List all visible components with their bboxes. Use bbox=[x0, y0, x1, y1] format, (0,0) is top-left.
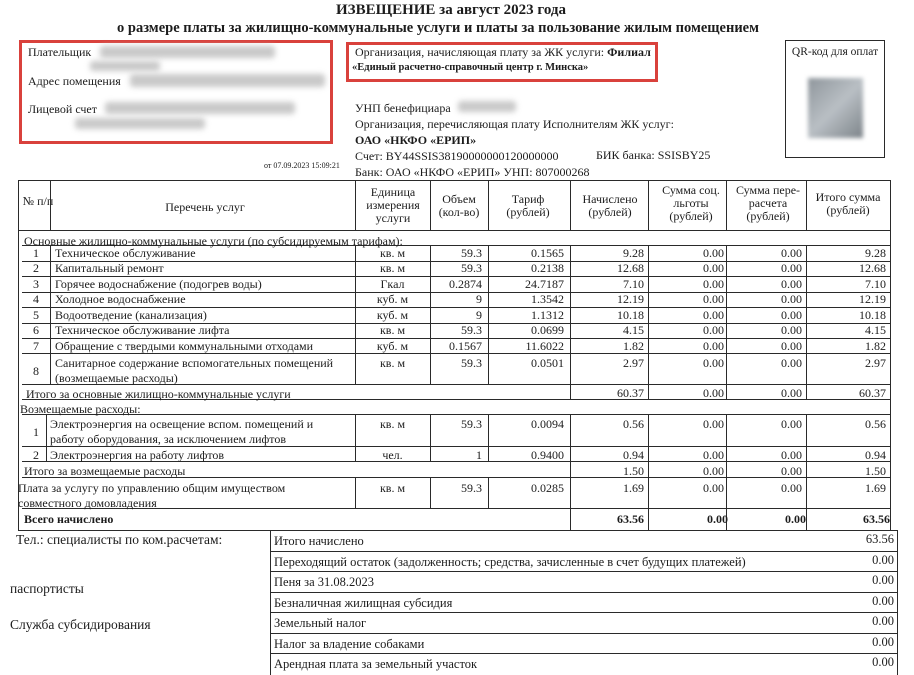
row1-1-total: 9.28 bbox=[865, 246, 886, 260]
row1-4-total: 12.19 bbox=[859, 292, 886, 306]
row1-6-num: 6 bbox=[33, 323, 39, 337]
header-recalc: Сумма пере-расчета (рублей) bbox=[735, 183, 801, 223]
table-rule bbox=[806, 384, 807, 400]
table-rule bbox=[18, 230, 890, 231]
row1-5-recalc: 0.00 bbox=[781, 308, 802, 322]
row2-1-charged: 0.56 bbox=[623, 417, 644, 431]
row1-1-charged: 9.28 bbox=[623, 246, 644, 260]
row1-3-unit: Гкал bbox=[380, 277, 405, 291]
row2-1-unit: кв. м bbox=[379, 417, 406, 431]
subtotal2-recalc: 0.00 bbox=[781, 464, 802, 478]
row1-3-charged: 7.10 bbox=[623, 277, 644, 291]
row2-2-total: 0.94 bbox=[865, 448, 886, 462]
row8-name-line1: Санитарное содержание вспомогательных помещений bbox=[55, 356, 334, 370]
row1-7-total: 1.82 bbox=[865, 339, 886, 353]
row1-1-unit: кв. м bbox=[379, 246, 406, 260]
header-unit: Единица измерения услуги bbox=[366, 185, 420, 225]
row2-1-total: 0.56 bbox=[865, 417, 886, 431]
row1-3-name: Горячее водоснабжение (подогрев воды) bbox=[55, 277, 262, 291]
property-fee-social: 0.00 bbox=[703, 481, 724, 495]
summary-value: 0.00 bbox=[872, 635, 894, 649]
org-line1-label: Организация, начисляющая плату за ЖК услуги: bbox=[355, 45, 605, 59]
subtotal1-total: 60.37 bbox=[859, 386, 886, 400]
summary-value: 63.56 bbox=[865, 532, 894, 546]
table-rule bbox=[726, 384, 727, 400]
table-rule bbox=[806, 245, 807, 384]
row1-2-charged: 12.68 bbox=[617, 261, 644, 275]
bank-bik: БИК банка: SSISBY25 bbox=[596, 148, 711, 162]
header-tariff: Тариф (рублей) bbox=[506, 192, 550, 219]
row2-2-name: Электроэнергия на работу лифтов bbox=[50, 448, 225, 462]
summary-label: Переходящий остаток (задолженность; средства, зачисленные в счет будущих платежей) bbox=[274, 555, 746, 569]
notice-title: ИЗВЕЩЕНИЕ за август 2023 года bbox=[336, 2, 567, 18]
phone-passport: паспортисты bbox=[10, 581, 84, 596]
org-line4: ОАО «НКФО «ЕРИП» bbox=[355, 133, 477, 147]
account-redacted-2 bbox=[75, 118, 205, 129]
row8-total: 2.97 bbox=[865, 356, 886, 370]
property-fee-unit: кв. м bbox=[379, 481, 406, 495]
table-rule bbox=[355, 180, 356, 230]
row1-3-total: 7.10 bbox=[865, 277, 886, 291]
header-social: Сумма соц. льготы (рублей) bbox=[662, 183, 720, 223]
row1-5-volume: 9 bbox=[476, 308, 482, 322]
header-service: Перечень услуг bbox=[165, 200, 245, 214]
table-rule bbox=[648, 461, 649, 477]
row1-7-unit: куб. м bbox=[376, 339, 409, 353]
row1-7-num: 7 bbox=[33, 339, 39, 353]
row1-5-social: 0.00 bbox=[703, 308, 724, 322]
subtotal2-label: Итого за возмещаемые расходы bbox=[24, 464, 186, 478]
table-rule bbox=[46, 414, 47, 461]
property-fee-volume: 59.3 bbox=[461, 481, 482, 495]
row1-6-social: 0.00 bbox=[703, 323, 724, 337]
property-fee-tariff: 0.0285 bbox=[531, 481, 564, 495]
row1-5-total: 10.18 bbox=[859, 308, 886, 322]
phone-subsidy: Служба субсидирования bbox=[10, 617, 151, 632]
row1-5-charged: 10.18 bbox=[617, 308, 644, 322]
row1-3-num: 3 bbox=[33, 277, 39, 291]
row1-7-social: 0.00 bbox=[703, 339, 724, 353]
subtotal1-charged: 60.37 bbox=[617, 386, 644, 400]
summary-rule bbox=[897, 530, 898, 675]
row1-4-social: 0.00 bbox=[703, 292, 724, 306]
row1-4-recalc: 0.00 bbox=[781, 292, 802, 306]
account-redacted bbox=[105, 102, 295, 114]
row1-2-unit: кв. м bbox=[379, 261, 406, 275]
row1-6-unit: кв. м bbox=[379, 323, 406, 337]
org-line1 bbox=[355, 45, 651, 60]
row1-6-volume: 59.3 bbox=[461, 323, 482, 337]
row1-6-recalc: 0.00 bbox=[781, 323, 802, 337]
row1-1-name: Техническое обслуживание bbox=[55, 246, 196, 260]
row8-social: 0.00 bbox=[703, 356, 724, 370]
property-fee-total: 1.69 bbox=[865, 481, 886, 495]
table-rule bbox=[648, 508, 649, 530]
summary-label: Земельный налог bbox=[274, 616, 367, 630]
row2-2-social: 0.00 bbox=[703, 448, 724, 462]
subtotal1-label: Итого за основные жилищно-коммунальные услуги bbox=[26, 387, 291, 401]
row8-name-line2: (возмещаемые расходы) bbox=[55, 371, 178, 385]
summary-rule bbox=[270, 612, 898, 613]
payer-label: Плательщик bbox=[28, 45, 92, 59]
summary-value: 0.00 bbox=[872, 573, 894, 587]
row8-tariff: 0.0501 bbox=[531, 356, 564, 370]
section2-title: Возмещаемые расходы: bbox=[20, 402, 141, 416]
table-rule bbox=[488, 477, 489, 508]
row1-4-unit: куб. м bbox=[376, 292, 409, 306]
row1-7-volume: 0.1567 bbox=[449, 339, 482, 353]
row2-1-name-line2: работу оборудования, за исключением лифтов bbox=[50, 432, 287, 446]
row8-num: 8 bbox=[33, 364, 39, 378]
row8-volume: 59.3 bbox=[461, 356, 482, 370]
row1-4-charged: 12.19 bbox=[617, 292, 644, 306]
row1-1-volume: 59.3 bbox=[461, 246, 482, 260]
summary-label: Налог за владение собаками bbox=[274, 637, 425, 651]
table-rule bbox=[648, 477, 649, 508]
table-rule bbox=[806, 414, 807, 461]
row2-2-num: 2 bbox=[33, 448, 39, 462]
row1-3-volume: 0.2874 bbox=[449, 277, 482, 291]
row1-5-name: Водоотведение (канализация) bbox=[55, 308, 207, 322]
table-rule bbox=[488, 180, 489, 230]
row1-5-tariff: 1.1312 bbox=[531, 308, 564, 322]
payer-name-redacted-2 bbox=[90, 61, 160, 71]
phone-specialists: Тел.: специалисты по ком.расчетам: bbox=[16, 532, 223, 547]
row1-2-recalc: 0.00 bbox=[781, 261, 802, 275]
row1-3-tariff: 24.7187 bbox=[525, 277, 564, 291]
row1-3-recalc: 0.00 bbox=[781, 277, 802, 291]
row2-2-recalc: 0.00 bbox=[781, 448, 802, 462]
grand-total-total: 63.56 bbox=[863, 512, 890, 526]
row2-1-name-line1: Электроэнергия на освещение вспом. помещений и bbox=[50, 417, 314, 431]
subtotal1-social: 0.00 bbox=[703, 386, 724, 400]
row2-1-num: 1 bbox=[33, 425, 39, 439]
table-rule bbox=[648, 245, 649, 384]
row1-1-social: 0.00 bbox=[703, 246, 724, 260]
row2-1-volume: 59.3 bbox=[461, 417, 482, 431]
row1-6-name: Техническое обслуживание лифта bbox=[55, 323, 230, 337]
unp-redacted bbox=[458, 101, 516, 112]
row1-2-num: 2 bbox=[33, 261, 39, 275]
summary-rule bbox=[270, 653, 898, 654]
summary-rule bbox=[270, 551, 898, 552]
row1-5-unit: куб. м bbox=[376, 308, 409, 322]
summary-label: Итого начислено bbox=[274, 534, 364, 548]
row1-3-social: 0.00 bbox=[703, 277, 724, 291]
row8-unit: кв. м bbox=[379, 356, 406, 370]
summary-value: 0.00 bbox=[872, 655, 894, 669]
row1-1-num: 1 bbox=[33, 246, 39, 260]
row2-2-tariff: 0.9400 bbox=[531, 448, 564, 462]
row2-1-social: 0.00 bbox=[703, 417, 724, 431]
table-rule bbox=[806, 180, 807, 230]
table-rule bbox=[18, 180, 19, 530]
unp-label: УНП бенефициара bbox=[355, 101, 451, 115]
row1-1-recalc: 0.00 bbox=[781, 246, 802, 260]
row2-2-charged: 0.94 bbox=[623, 448, 644, 462]
property-fee-charged: 1.69 bbox=[623, 481, 644, 495]
grand-total-recalc: 0.00 bbox=[785, 512, 806, 526]
row1-2-total: 12.68 bbox=[859, 261, 886, 275]
summary-rule bbox=[270, 530, 898, 531]
row1-1-tariff: 0.1565 bbox=[531, 246, 564, 260]
grand-total-charged: 63.56 bbox=[617, 512, 644, 526]
table-rule bbox=[18, 180, 890, 181]
summary-rule bbox=[270, 571, 898, 572]
row1-6-charged: 4.15 bbox=[623, 323, 644, 337]
table-rule bbox=[806, 477, 807, 508]
table-rule bbox=[726, 414, 727, 461]
subtotal2-total: 1.50 bbox=[865, 464, 886, 478]
table-rule bbox=[726, 245, 727, 384]
table-rule bbox=[50, 245, 51, 384]
subtotal2-charged: 1.50 bbox=[623, 464, 644, 478]
table-rule bbox=[648, 414, 649, 461]
row1-2-volume: 59.3 bbox=[461, 261, 482, 275]
qr-code-image bbox=[808, 78, 863, 138]
summary-value: 0.00 bbox=[872, 594, 894, 608]
account-label: Лицевой счет bbox=[28, 102, 98, 116]
header-charged: Начислено (рублей) bbox=[582, 192, 638, 219]
row1-5-num: 5 bbox=[33, 308, 39, 322]
payer-name-redacted bbox=[100, 46, 275, 58]
row2-1-tariff: 0.0094 bbox=[531, 417, 564, 431]
bank-name: Банк: ОАО «НКФО «ЕРИП» УНП: 807000268 bbox=[355, 165, 590, 179]
table-rule bbox=[430, 180, 431, 230]
table-rule bbox=[488, 245, 489, 384]
header-total: Итого сумма (рублей) bbox=[815, 190, 881, 217]
qr-label: QR-код для оплат bbox=[791, 46, 879, 58]
row1-4-volume: 9 bbox=[476, 292, 482, 306]
summary-rule bbox=[270, 633, 898, 634]
row1-4-num: 4 bbox=[33, 292, 39, 306]
row1-2-name: Капитальный ремонт bbox=[55, 261, 164, 275]
row1-6-tariff: 0.0699 bbox=[531, 323, 564, 337]
address-label: Адрес помещения bbox=[28, 74, 121, 88]
property-fee-recalc: 0.00 bbox=[781, 481, 802, 495]
table-rule bbox=[726, 477, 727, 508]
org-line1-value: Филиал bbox=[607, 45, 651, 59]
org-line2: «Единый расчетно-справочный центр г. Минска» bbox=[352, 62, 589, 73]
row1-4-tariff: 1.3542 bbox=[531, 292, 564, 306]
row8-charged: 2.97 bbox=[623, 356, 644, 370]
table-rule bbox=[22, 414, 890, 415]
summary-rule bbox=[270, 530, 271, 675]
bank-account: Счет: BY44SSIS38190000000120000000 bbox=[355, 149, 559, 163]
row1-6-total: 4.15 bbox=[865, 323, 886, 337]
row1-2-social: 0.00 bbox=[703, 261, 724, 275]
table-rule bbox=[570, 180, 571, 230]
summary-label: Пеня за 31.08.2023 bbox=[274, 575, 374, 589]
summary-value: 0.00 bbox=[872, 614, 894, 628]
table-rule bbox=[726, 461, 727, 477]
table-rule bbox=[890, 180, 891, 530]
header-volume: Объем (кол-во) bbox=[438, 192, 480, 219]
table-rule bbox=[648, 180, 649, 230]
row1-4-name: Холодное водоснабжение bbox=[55, 292, 186, 306]
notice-subtitle: о размере платы за жилищно-коммунальные услуги и платы за пользование жилым помещением bbox=[117, 20, 759, 36]
org-line3: Организация, перечисляющая плату Исполнителям ЖК услуг: bbox=[355, 117, 674, 131]
row2-2-unit: чел. bbox=[382, 448, 403, 462]
row1-7-recalc: 0.00 bbox=[781, 339, 802, 353]
property-fee-name-line1: Плата за услугу по управлению общим имуществом bbox=[18, 481, 286, 495]
summary-label: Арендная плата за земельный участок bbox=[274, 657, 478, 671]
property-fee-name-line2: совместного домовладения bbox=[18, 496, 157, 510]
row2-2-volume: 1 bbox=[476, 448, 482, 462]
summary-value: 0.00 bbox=[872, 553, 894, 567]
summary-rule bbox=[270, 592, 898, 593]
grand-total-label: Всего начислено bbox=[24, 512, 114, 526]
section1-title: Основные жилищно-коммунальные услуги (по субсидируемым тарифам): bbox=[24, 234, 403, 248]
table-rule bbox=[648, 384, 649, 400]
row1-7-charged: 1.82 bbox=[623, 339, 644, 353]
table-rule bbox=[806, 508, 807, 530]
row8-recalc: 0.00 bbox=[781, 356, 802, 370]
row1-2-tariff: 0.2138 bbox=[531, 261, 564, 275]
grand-total-social: 0.00 bbox=[707, 512, 728, 526]
address-redacted bbox=[130, 74, 325, 87]
subtotal1-recalc: 0.00 bbox=[781, 386, 802, 400]
date-stamp: от 07.09.2023 15:09:21 bbox=[264, 161, 340, 170]
row2-1-recalc: 0.00 bbox=[781, 417, 802, 431]
row1-7-name: Обращение с твердыми коммунальными отходами bbox=[55, 339, 314, 353]
header-num: № п/п bbox=[22, 194, 54, 208]
row1-7-tariff: 11.6022 bbox=[525, 339, 564, 353]
table-rule bbox=[806, 461, 807, 477]
subtotal2-social: 0.00 bbox=[703, 464, 724, 478]
table-rule bbox=[488, 414, 489, 461]
summary-label: Безналичная жилищная субсидия bbox=[274, 596, 453, 610]
